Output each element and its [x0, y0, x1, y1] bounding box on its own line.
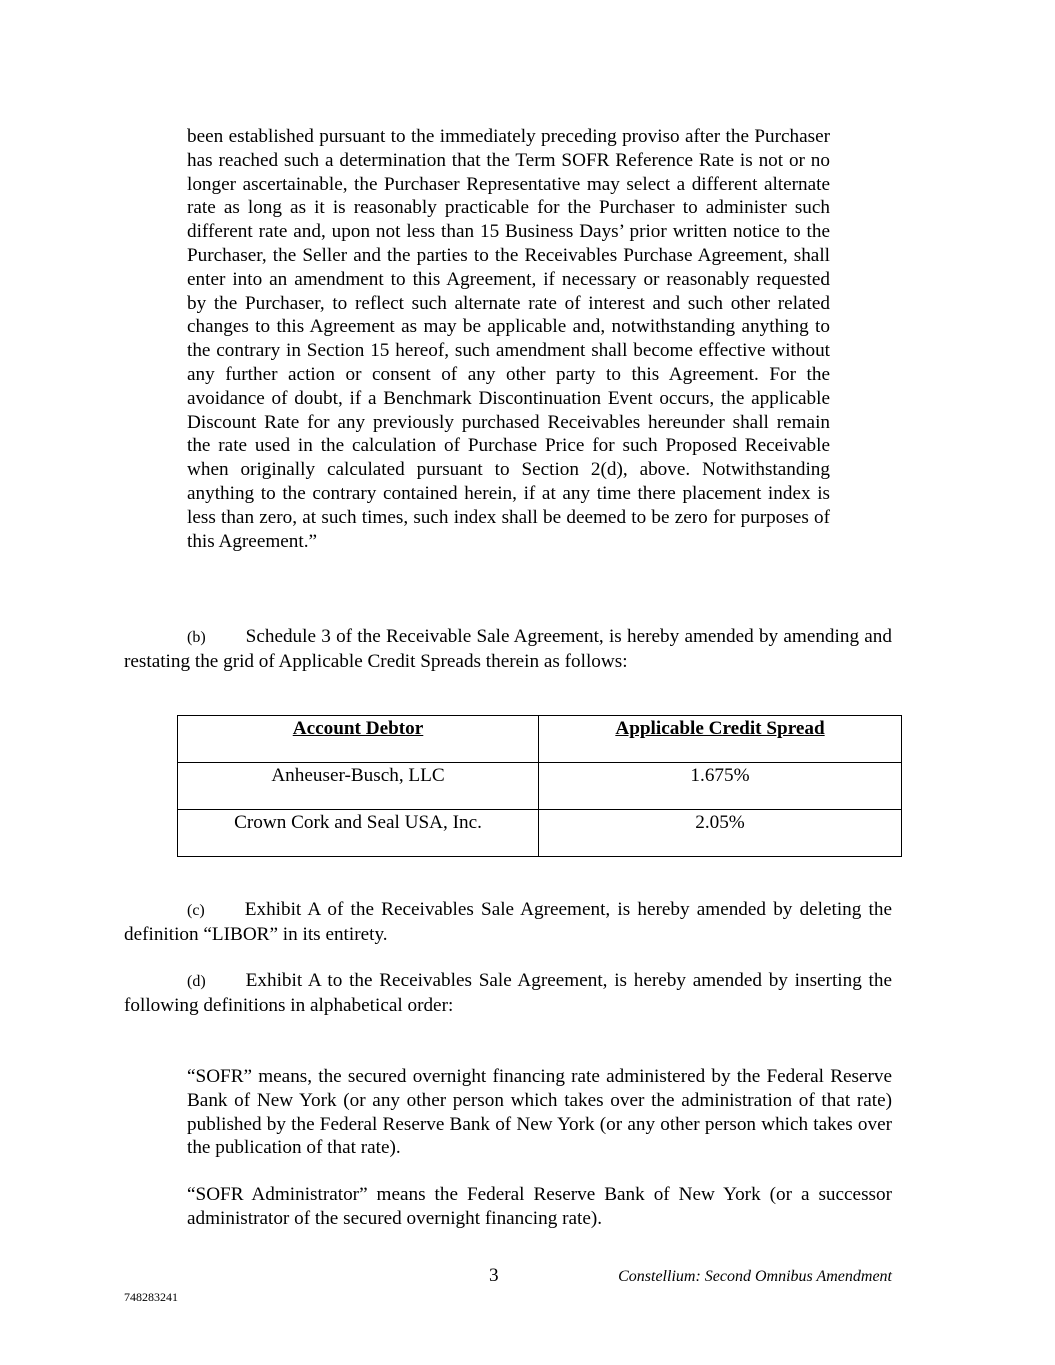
table-header-row [178, 716, 902, 763]
header-applicable-credit-spread: Applicable Credit Spread [539, 716, 902, 763]
credit-spread-table [177, 715, 902, 857]
paragraph-c [124, 898, 892, 947]
credit-spread-cell: 2.05% [539, 810, 902, 857]
paragraph-d [124, 969, 892, 1018]
account-debtor-cell: Anheuser-Busch, LLC [178, 763, 539, 810]
definition-sofr-administrator: “SOFR Administrator” means the Federal Reserve Bank of New York (or a successor administrator of the secured overnight financing rate). [187, 1184, 892, 1229]
definition-sofr: “SOFR” means, the secured overnight financing rate administered by the Federal Reserve Bank of New York (or any other person which takes over the administration of that rate) published by the Federal Reserve Bank of New York (or any other person which takes over the publication of that rate). [187, 1066, 892, 1159]
continuation-paragraph: been established pursuant to the immediately preceding proviso after the Purchaser has reached such a determination that the Term SOFR Reference Rate is not or no longer ascertainable, the Purchaser Representative may select a different alternate rate as long as it is reasonably practicable for the Purchaser to administer such different rate and, upon not less than 15 Business Days’ prior written notice to the Purchaser, the Seller and the parties to the Receivables Purchase Agreement, shall enter into an amendment to this Agreement, if necessary or reasonably requested by the Purchaser, to reflect such alternate rate of interest and such other related changes to this Agreement as may be applicable and, notwithstanding anything to the contrary in Section 15 hereof, such amendment shall become effective without any further action or consent of any other party to this Agreement. For the avoidance of doubt, if a Benchmark Discontinuation Event occurs, the applicable Discount Rate for any previously purchased Receivables hereunder shall remain the rate used in the calculation of Purchase Price for such Proposed Receivable when originally calculated pursuant to Section 2(d), above. Notwithstanding anything to the contrary contained herein, if at any time there placement index is less than zero, at such times, such index shall be deemed to be zero for purposes of this Agreement.” [187, 126, 830, 552]
account-debtor-cell: Crown Cork and Seal USA, Inc. [178, 810, 539, 857]
credit-spread-cell: 1.675% [539, 763, 902, 810]
paragraph-d-text: Exhibit A to the Receivables Sale Agreement, is hereby amended by inserting the following definitions in alphabetical order: [124, 970, 892, 1016]
paragraph-b-text: Schedule 3 of the Receivable Sale Agreement, is hereby amended by amending and restating the grid of Applicable Credit Spreads therein as follows: [124, 626, 892, 672]
paragraph-b-label: (b) [187, 629, 206, 646]
footer-title: Constellium: Second Omnibus Amendment [618, 1268, 892, 1285]
paragraph-c-label: (c) [187, 902, 205, 919]
page-number: 3 [489, 1265, 499, 1286]
table-row [178, 810, 902, 857]
paragraph-d-label: (d) [187, 973, 206, 990]
paragraph-b [124, 625, 892, 674]
table-row [178, 763, 902, 810]
document-id: 748283241 [124, 1290, 178, 1304]
header-account-debtor: Account Debtor [178, 716, 539, 763]
paragraph-c-text: Exhibit A of the Receivables Sale Agreement, is hereby amended by deleting the definition “LIBOR” in its entirety. [124, 899, 892, 945]
